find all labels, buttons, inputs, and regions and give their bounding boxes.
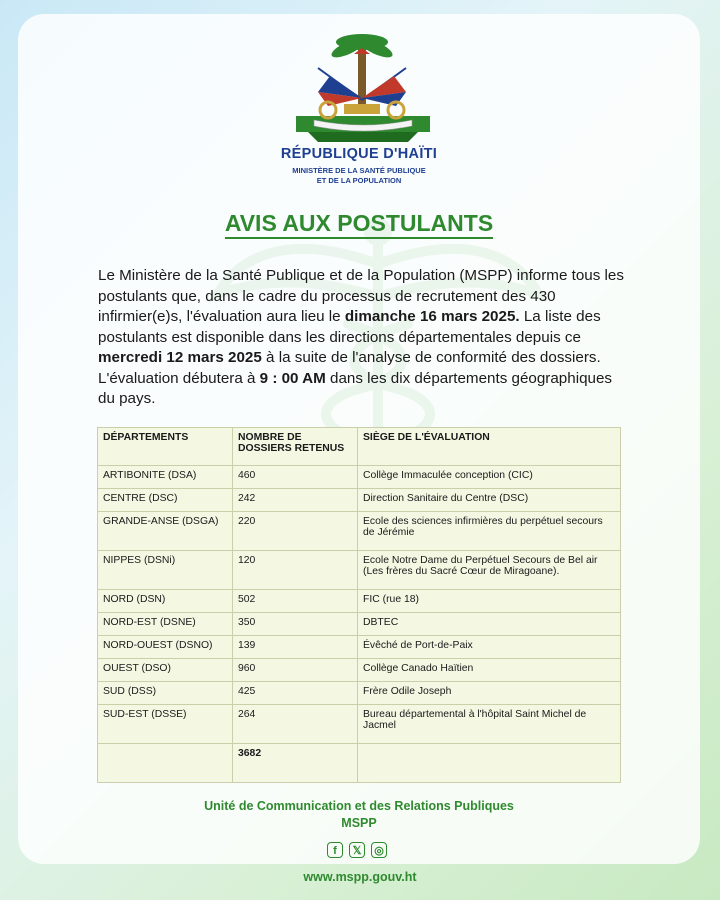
table-row: [98, 551, 621, 590]
cell-count: 264: [233, 705, 358, 744]
cell-empty: [98, 744, 233, 783]
eval-date: dimanche 16 mars 2025.: [344, 308, 520, 325]
cell-department: OUEST (DSO): [98, 659, 233, 682]
footer-org: MSPP: [341, 816, 377, 830]
table-row: [98, 613, 621, 636]
table-row: [98, 682, 621, 705]
cell-count: 242: [233, 489, 358, 512]
website-link[interactable]: www.mspp.gouv.ht: [303, 870, 417, 884]
total-count: 3682: [233, 744, 358, 783]
cell-department: NIPPES (DSNi): [98, 551, 233, 590]
notice-title: AVIS AUX POSTULANTS: [18, 210, 700, 237]
cell-count: 350: [233, 613, 358, 636]
cell-department: SUD-EST (DSSE): [98, 705, 233, 744]
table-row: [98, 636, 621, 659]
cell-department: NORD (DSN): [98, 590, 233, 613]
facebook-icon[interactable]: f: [327, 842, 343, 858]
ministry-line-1: MINISTÈRE DE LA SANTÉ PUBLIQUE: [292, 166, 426, 175]
cell-location: DBTEC: [358, 613, 621, 636]
table-total-row: [98, 744, 621, 783]
cell-department: GRANDE-ANSE (DSGA): [98, 512, 233, 551]
cell-count: 460: [233, 466, 358, 489]
cell-count: 139: [233, 636, 358, 659]
cell-empty: [358, 744, 621, 783]
cell-location: FIC (rue 18): [358, 590, 621, 613]
cell-location: Ecole des sciences infirmières du perpétuel secours de Jérémie: [358, 512, 621, 551]
cell-department: CENTRE (DSC): [98, 489, 233, 512]
col-header-siege: SIÈGE DE L'ÉVALUATION: [358, 428, 621, 466]
republic-title: RÉPUBLIQUE D'HAÏTI: [280, 146, 438, 162]
haiti-coat-of-arms: [288, 28, 438, 152]
footer-unit: Unité de Communication et des Relations Publiques: [204, 799, 514, 813]
cell-count: 120: [233, 551, 358, 590]
start-time: 9 : 00 AM: [259, 369, 326, 387]
cell-department: ARTIBONITE (DSA): [98, 466, 233, 489]
cell-location: Direction Sanitaire du Centre (DSC): [358, 489, 621, 512]
cell-location: Évêché de Port-de-Paix: [358, 636, 621, 659]
table-row: [98, 705, 621, 744]
cell-department: NORD-OUEST (DSNO): [98, 636, 233, 659]
cell-location: Bureau départemental à l'hôpital Saint Michel de Jacmel: [358, 705, 621, 744]
col-header-dossiers: NOMBRE DE DOSSIERS RETENUS: [233, 428, 358, 466]
instagram-icon[interactable]: ◎: [371, 842, 387, 858]
table-row: [98, 512, 621, 551]
cell-location: Frère Odile Joseph: [358, 682, 621, 705]
table-row: [98, 590, 621, 613]
col-header-departments: DÉPARTEMENTS: [98, 428, 233, 466]
cell-location: Collège Canado Haïtien: [358, 659, 621, 682]
table-row: [98, 489, 621, 512]
x-icon[interactable]: 𝕏: [349, 842, 365, 858]
table-row: [98, 659, 621, 682]
table-row: [98, 466, 621, 489]
notice-card: [18, 14, 700, 864]
cell-count: 960: [233, 659, 358, 682]
cell-location: Ecole Notre Dame du Perpétuel Secours de Bel air (Les frères du Sacré Cœur de Miragoane).: [358, 551, 621, 590]
cell-count: 220: [233, 512, 358, 551]
notice-paragraph: Le Ministère de la Santé Publique et de la Population (MSPP) informe tous les postulants que, dans le cadre du processus de recrutement des 430 infirmier(e)s, l'évaluation aura lieu le dimanche 16 mars 2025. La liste des postulants est disponible dans les directions départementales depuis ce mercredi 12 mars 2025 à la suite de l'analyse de conformité des dossiers. L'évaluation débutera à 9 : 00 AM dans les dix départements géographiques du pays.: [98, 267, 624, 407]
cell-department: NORD-EST (DSNE): [98, 613, 233, 636]
cell-department: SUD (DSS): [98, 682, 233, 705]
cell-count: 425: [233, 682, 358, 705]
social-links: [327, 842, 397, 860]
list-date: mercredi 12 mars 2025: [98, 349, 262, 366]
cell-location: Collège Immaculée conception (CIC): [358, 466, 621, 489]
table-header-row: [98, 428, 621, 466]
departments-table: [97, 427, 621, 783]
cell-count: 502: [233, 590, 358, 613]
ministry-line-2: ET DE LA POPULATION: [316, 176, 402, 185]
